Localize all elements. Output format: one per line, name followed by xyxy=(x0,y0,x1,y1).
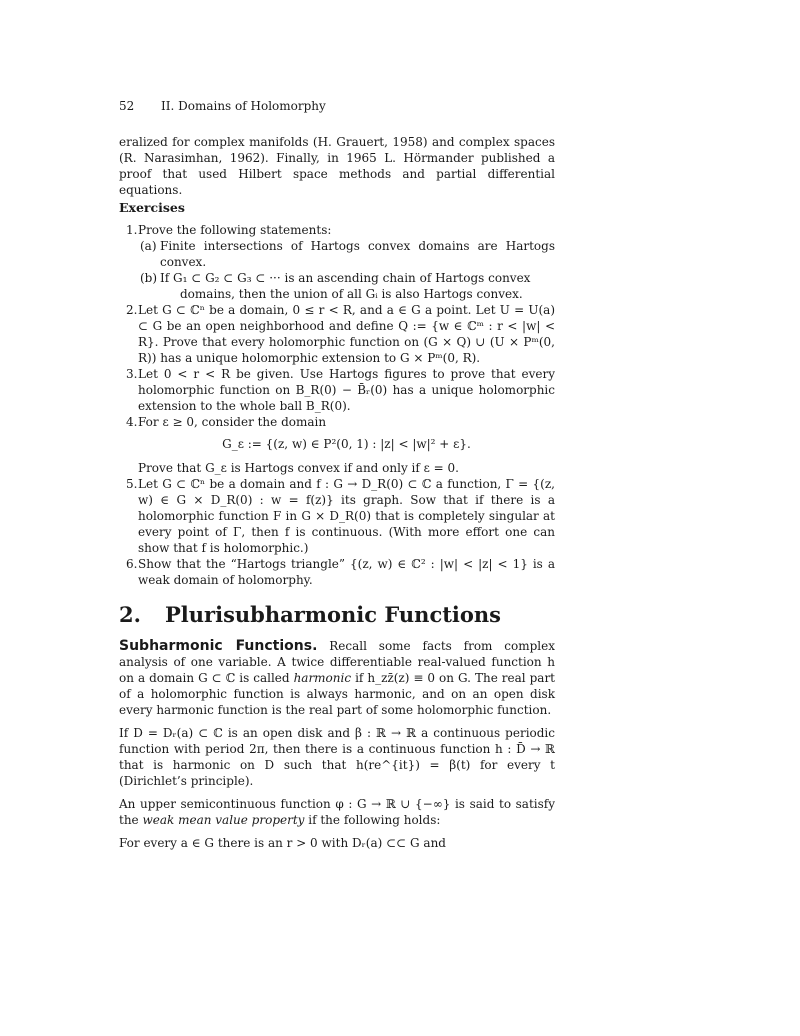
exercises-title: Exercises xyxy=(119,200,185,215)
running-header xyxy=(119,98,326,114)
spacer xyxy=(119,215,555,222)
exercise-text: Prove the following statements: xyxy=(138,223,332,237)
exercises-block xyxy=(119,200,555,588)
usc-paragraph xyxy=(119,796,555,828)
exercise-number: 2. xyxy=(126,303,138,317)
exercise-number: 1. xyxy=(126,223,138,237)
usc-text-2: if the following holds: xyxy=(304,813,441,827)
exercise-text: For ε ≥ 0, consider the domain xyxy=(138,415,327,429)
spacer xyxy=(119,789,555,796)
section-heading xyxy=(119,601,501,629)
subsection-runin: Subharmonic Functions. xyxy=(119,638,318,654)
exercise-text-after: Prove that G_ε is Hartogs convex if and only if ε = 0. xyxy=(138,461,459,475)
spacer xyxy=(119,718,555,725)
subharmonic-paragraph xyxy=(119,638,555,718)
exercise-4 xyxy=(119,414,555,476)
dirichlet-paragraph: If D = Dᵣ(a) ⊂ ℂ is an open disk and β : ℝ → ℝ a continuous periodic function with period 2π, then there is a continuous function h : D̄ → ℝ that is harmonic on D such that h(re^{it}) = β(t) for every t (Dirichlet’s principle). xyxy=(119,726,555,788)
exercise-text: Let 0 < r < R be given. Use Hartogs figures to prove that every holomorphic function on B_R(0) − B̄ᵣ(0) has a unique holomorphic extension to the whole ball B_R(0). xyxy=(138,367,555,413)
exercise-3 xyxy=(119,366,555,414)
subitem-label: (a) xyxy=(140,239,157,253)
spacer xyxy=(119,828,555,835)
intro-block xyxy=(119,134,555,198)
exercise-text: Let G ⊂ ℂⁿ be a domain and f : G → D_R(0) ⊂ ℂ a function, Γ = {(z, w) ∈ G × D_R(0) : w = f(z)} its graph. Sow that if there is a holomorphic function F in G × D_R(0) that is completely singular at every point of Γ, then f is continuous. (With more effort one can show that f is holomorphic.) xyxy=(138,477,555,555)
display-formula: G_ε := {(z, w) ∈ P²(0, 1) : |z| < |w|² + ε}. xyxy=(222,437,471,451)
exercise-5 xyxy=(119,476,555,556)
exercise-list xyxy=(119,222,555,588)
section-number: 2. xyxy=(119,602,141,627)
exercise-number: 5. xyxy=(126,477,138,491)
exercise-number: 6. xyxy=(126,557,138,571)
exercise-subitem-a xyxy=(138,238,555,270)
subitem-continuation: domains, then the union of all Gᵢ is also Hartogs convex. xyxy=(180,287,523,301)
exercise-6 xyxy=(119,556,555,588)
section-body xyxy=(119,638,555,851)
subitem-text: If G₁ ⊂ G₂ ⊂ G₃ ⊂ ··· is an ascending chain of Hartogs convex xyxy=(160,271,531,285)
subsection-text-2: if h_zz̄(z) ≡ 0 on G. The real part of a holomorphic function is always harmonic, and on an open disk every harmonic function is the real part of some holomorphic function. xyxy=(119,671,555,717)
exercise-text: Show that the “Hartogs triangle” {(z, w) ∈ ℂ² : |w| < |z| < 1} is a weak domain of holomorphy. xyxy=(138,557,555,587)
subitem-label: (b) xyxy=(140,271,158,285)
page-number: 52 xyxy=(119,99,135,113)
running-title: II. Domains of Holomorphy xyxy=(161,99,326,113)
exercise-1 xyxy=(119,222,555,302)
last-paragraph: For every a ∈ G there is an r > 0 with Dᵣ(a) ⊂⊂ G and xyxy=(119,836,446,850)
exercise-subitem-b xyxy=(138,270,555,302)
usc-text-1: An upper semicontinuous function φ : G → ℝ ∪ {−∞} is said to satisfy the xyxy=(119,797,555,827)
section-title: Plurisubharmonic Functions xyxy=(165,602,501,627)
emphasis-term: weak mean value property xyxy=(142,813,305,827)
emphasis-term: harmonic xyxy=(293,671,352,685)
subitem-text: Finite intersections of Hartogs convex domains are Hartogs convex. xyxy=(160,239,555,269)
subsection-text-1: Recall some facts from complex analysis of one variable. A twice differentiable real-valued function h on a domain G ⊂ ℂ is called xyxy=(119,639,555,685)
exercise-2 xyxy=(119,302,555,366)
exercise-number: 3. xyxy=(126,367,138,381)
intro-paragraph: eralized for complex manifolds (H. Grauert, 1958) and complex spaces (R. Narasimhan, 1962). Finally, in 1965 L. Hörmander published a proof that used Hilbert space methods and partial differential equations. xyxy=(119,135,555,197)
exercise-text: Let G ⊂ ℂⁿ be a domain, 0 ≤ r < R, and a ∈ G a point. Let U = U(a) ⊂ G be an open neighborhood and define Q := {w ∈ ℂᵐ : r < |w| < R}. Prove that every holomorphic function on (G × Q) ∪ (U × Pᵐ(0, R)) has a unique holomorphic extension to G × Pᵐ(0, R). xyxy=(138,303,555,365)
exercise-number: 4. xyxy=(126,415,138,429)
